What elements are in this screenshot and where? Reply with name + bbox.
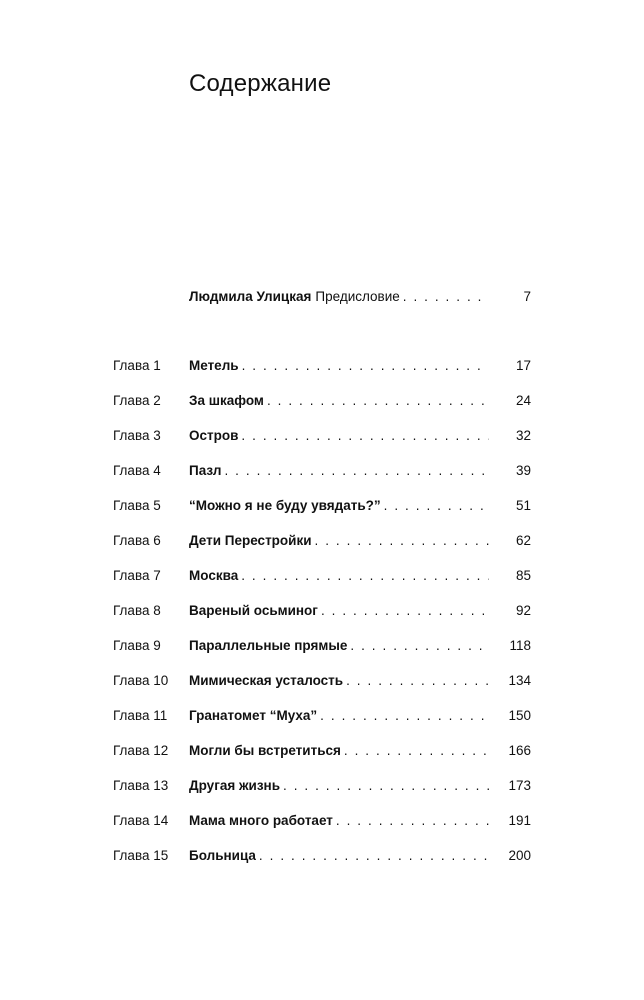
page-title: Содержание (189, 70, 332, 97)
page-number: 62 (515, 533, 531, 548)
chapter-label: Глава 14 (113, 813, 169, 828)
chapter-label: Глава 4 (113, 463, 161, 478)
toc-entry-chapter (0, 636, 644, 656)
dot-leader (315, 531, 489, 551)
dot-leader (241, 566, 489, 586)
chapter-label: Глава 6 (113, 533, 161, 548)
toc-entry-chapter (0, 426, 644, 446)
page-number: 150 (508, 708, 531, 723)
preface-author: Людмила Улицкая (189, 289, 312, 304)
chapter-label: Глава 3 (113, 428, 161, 443)
page-number: 191 (508, 813, 531, 828)
dot-leader (346, 671, 489, 691)
toc-entry-chapter (0, 496, 644, 516)
dot-leader (336, 811, 489, 831)
toc-entry-title-wrap (189, 391, 489, 411)
chapter-label: Глава 9 (113, 638, 161, 653)
dot-leader (320, 706, 489, 726)
chapter-title: Москва (189, 568, 239, 583)
dot-leader (267, 391, 489, 411)
chapter-title: Вареный осьминог (189, 603, 318, 618)
chapter-label: Глава 2 (113, 393, 161, 408)
page-number: 85 (515, 568, 531, 583)
toc-entry-chapter (0, 776, 644, 796)
chapter-label: Глава 13 (113, 778, 169, 793)
chapter-label: Глава 5 (113, 498, 161, 513)
preface-title: Предисловие (315, 289, 400, 304)
chapter-label: Глава 15 (113, 848, 169, 863)
chapter-title: Мама много работает (189, 813, 333, 828)
page-number: 200 (508, 848, 531, 863)
dot-leader (384, 496, 489, 516)
toc-entry-chapter (0, 601, 644, 621)
chapter-title: Больница (189, 848, 256, 863)
chapter-label: Глава 1 (113, 358, 161, 373)
chapter-label: Глава 10 (113, 673, 169, 688)
toc-entry-title-wrap (189, 846, 489, 866)
chapter-title: Могли бы встретиться (189, 743, 341, 758)
toc-entry-title-wrap (189, 287, 489, 307)
toc-entry-title-wrap (189, 426, 489, 446)
page-number: 39 (515, 463, 531, 478)
toc-entry-title-wrap (189, 776, 489, 796)
chapter-label: Глава 11 (113, 708, 168, 723)
toc-entry-chapter (0, 531, 644, 551)
toc-entry-preface (0, 287, 644, 307)
toc-entry-chapter (0, 356, 644, 376)
dot-leader (283, 776, 489, 796)
toc-entry-title-wrap (189, 496, 489, 516)
page-number: 51 (515, 498, 531, 513)
page-number: 134 (508, 673, 531, 688)
page-number: 7 (523, 289, 531, 304)
chapter-title: Другая жизнь (189, 778, 280, 793)
toc-entry-chapter (0, 566, 644, 586)
chapter-title: Дети Перестройки (189, 533, 312, 548)
page-number: 118 (509, 638, 531, 653)
toc-entry-title-wrap (189, 566, 489, 586)
toc-entry-title-wrap (189, 811, 489, 831)
toc-entry-chapter (0, 391, 644, 411)
toc-entry-title-wrap (189, 706, 489, 726)
chapter-title: За шкафом (189, 393, 264, 408)
toc-entry-chapter (0, 671, 644, 691)
toc-entry-title-wrap (189, 356, 489, 376)
page-number: 24 (515, 393, 531, 408)
chapter-label: Глава 7 (113, 568, 161, 583)
chapter-title: “Можно я не буду увядать?” (189, 498, 381, 513)
dot-leader (403, 287, 489, 307)
toc-entry-title-wrap (189, 671, 489, 691)
toc-entry-title-wrap (189, 636, 489, 656)
page-number: 32 (515, 428, 531, 443)
chapter-title: Метель (189, 358, 239, 373)
dot-leader (259, 846, 489, 866)
page-number: 92 (515, 603, 531, 618)
toc-entry-title-wrap (189, 461, 489, 481)
toc-entry-chapter (0, 811, 644, 831)
dot-leader (241, 426, 489, 446)
toc-entry-title-wrap (189, 531, 489, 551)
chapter-title: Параллельные прямые (189, 638, 348, 653)
page-number: 166 (508, 743, 531, 758)
chapter-title: Остров (189, 428, 239, 443)
dot-leader (344, 741, 489, 761)
toc-entry-title-wrap (189, 601, 489, 621)
page-number: 17 (515, 358, 531, 373)
dot-leader (321, 601, 489, 621)
toc-entry-title-wrap (189, 741, 489, 761)
chapter-label: Глава 8 (113, 603, 161, 618)
dot-leader (350, 636, 489, 656)
chapter-title: Гранатомет “Муха” (189, 708, 318, 723)
chapter-label: Глава 12 (113, 743, 169, 758)
chapter-title: Пазл (189, 463, 222, 478)
page-number: 173 (508, 778, 531, 793)
dot-leader (224, 461, 489, 481)
dot-leader (242, 356, 489, 376)
toc-entry-chapter (0, 461, 644, 481)
chapter-title: Мимическая усталость (189, 673, 344, 688)
toc-entry-chapter (0, 706, 644, 726)
toc-entry-chapter (0, 741, 644, 761)
toc-entry-chapter (0, 846, 644, 866)
